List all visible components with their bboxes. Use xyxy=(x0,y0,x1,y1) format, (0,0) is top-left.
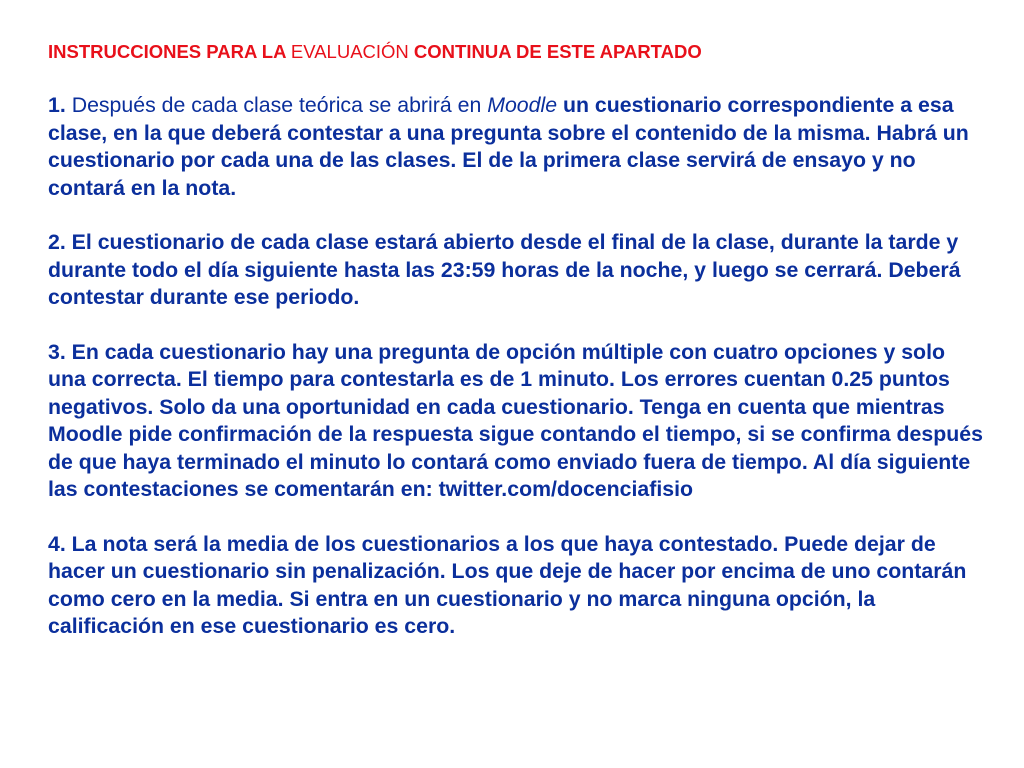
item-1-text-end: un cuestionario correspondiente a esa clase, en la que deberá contestar a una pregunta sobre el contenido de la misma. Habrá un cuestionario por cada una de las clases. El de la primera clase servirá de ensayo y no contará en la nota. xyxy=(48,93,969,200)
item-1-text-start: Después de cada clase teórica se abrirá en xyxy=(71,93,488,117)
instruction-item-4: 4. La nota será la media de los cuestionarios a los que haya contestado. Puede dejar de hacer un cuestionario sin penalización. Los que deje de hacer por encima de uno contarán como cero en la media. Si entra en un cuestionario y no marca ninguna opción, la calificación en ese cuestionario es cero. xyxy=(48,531,967,638)
instructions-title xyxy=(48,38,988,65)
item-1-number: 1. xyxy=(48,93,72,117)
slide-content xyxy=(48,38,988,641)
title-part-3: CONTINUA DE ESTE APARTADO xyxy=(408,41,702,62)
title-part-1: INSTRUCCIONES PARA LA xyxy=(48,41,291,62)
instruction-item-3: 3. En cada cuestionario hay una pregunta de opción múltiple con cuatro opciones y solo una correcta. El tiempo para contestarla es de 1 minuto. Los errores cuentan 0.25 puntos negativos. Solo da una oportunidad en cada cuestionario. Tenga en cuenta que mientras Moodle pide confirmación de la respuesta sigue contando el tiempo, si se confirma después de que haya terminado el minuto lo contará como enviado fuera de tiempo. Al día siguiente las contestaciones se comentarán en: twitter.com/docenciafisio xyxy=(48,339,983,501)
moodle-term: Moodle xyxy=(487,93,558,117)
title-part-2: EVALUACIÓN xyxy=(290,41,409,62)
instruction-item-2: 2. El cuestionario de cada clase estará abierto desde el final de la clase, durante la tarde y durante todo el día siguiente hasta las 23:59 horas de la noche, y luego se cerrará. Deberá contestar durante ese periodo. xyxy=(48,230,961,309)
instruction-item-1 xyxy=(48,92,988,202)
